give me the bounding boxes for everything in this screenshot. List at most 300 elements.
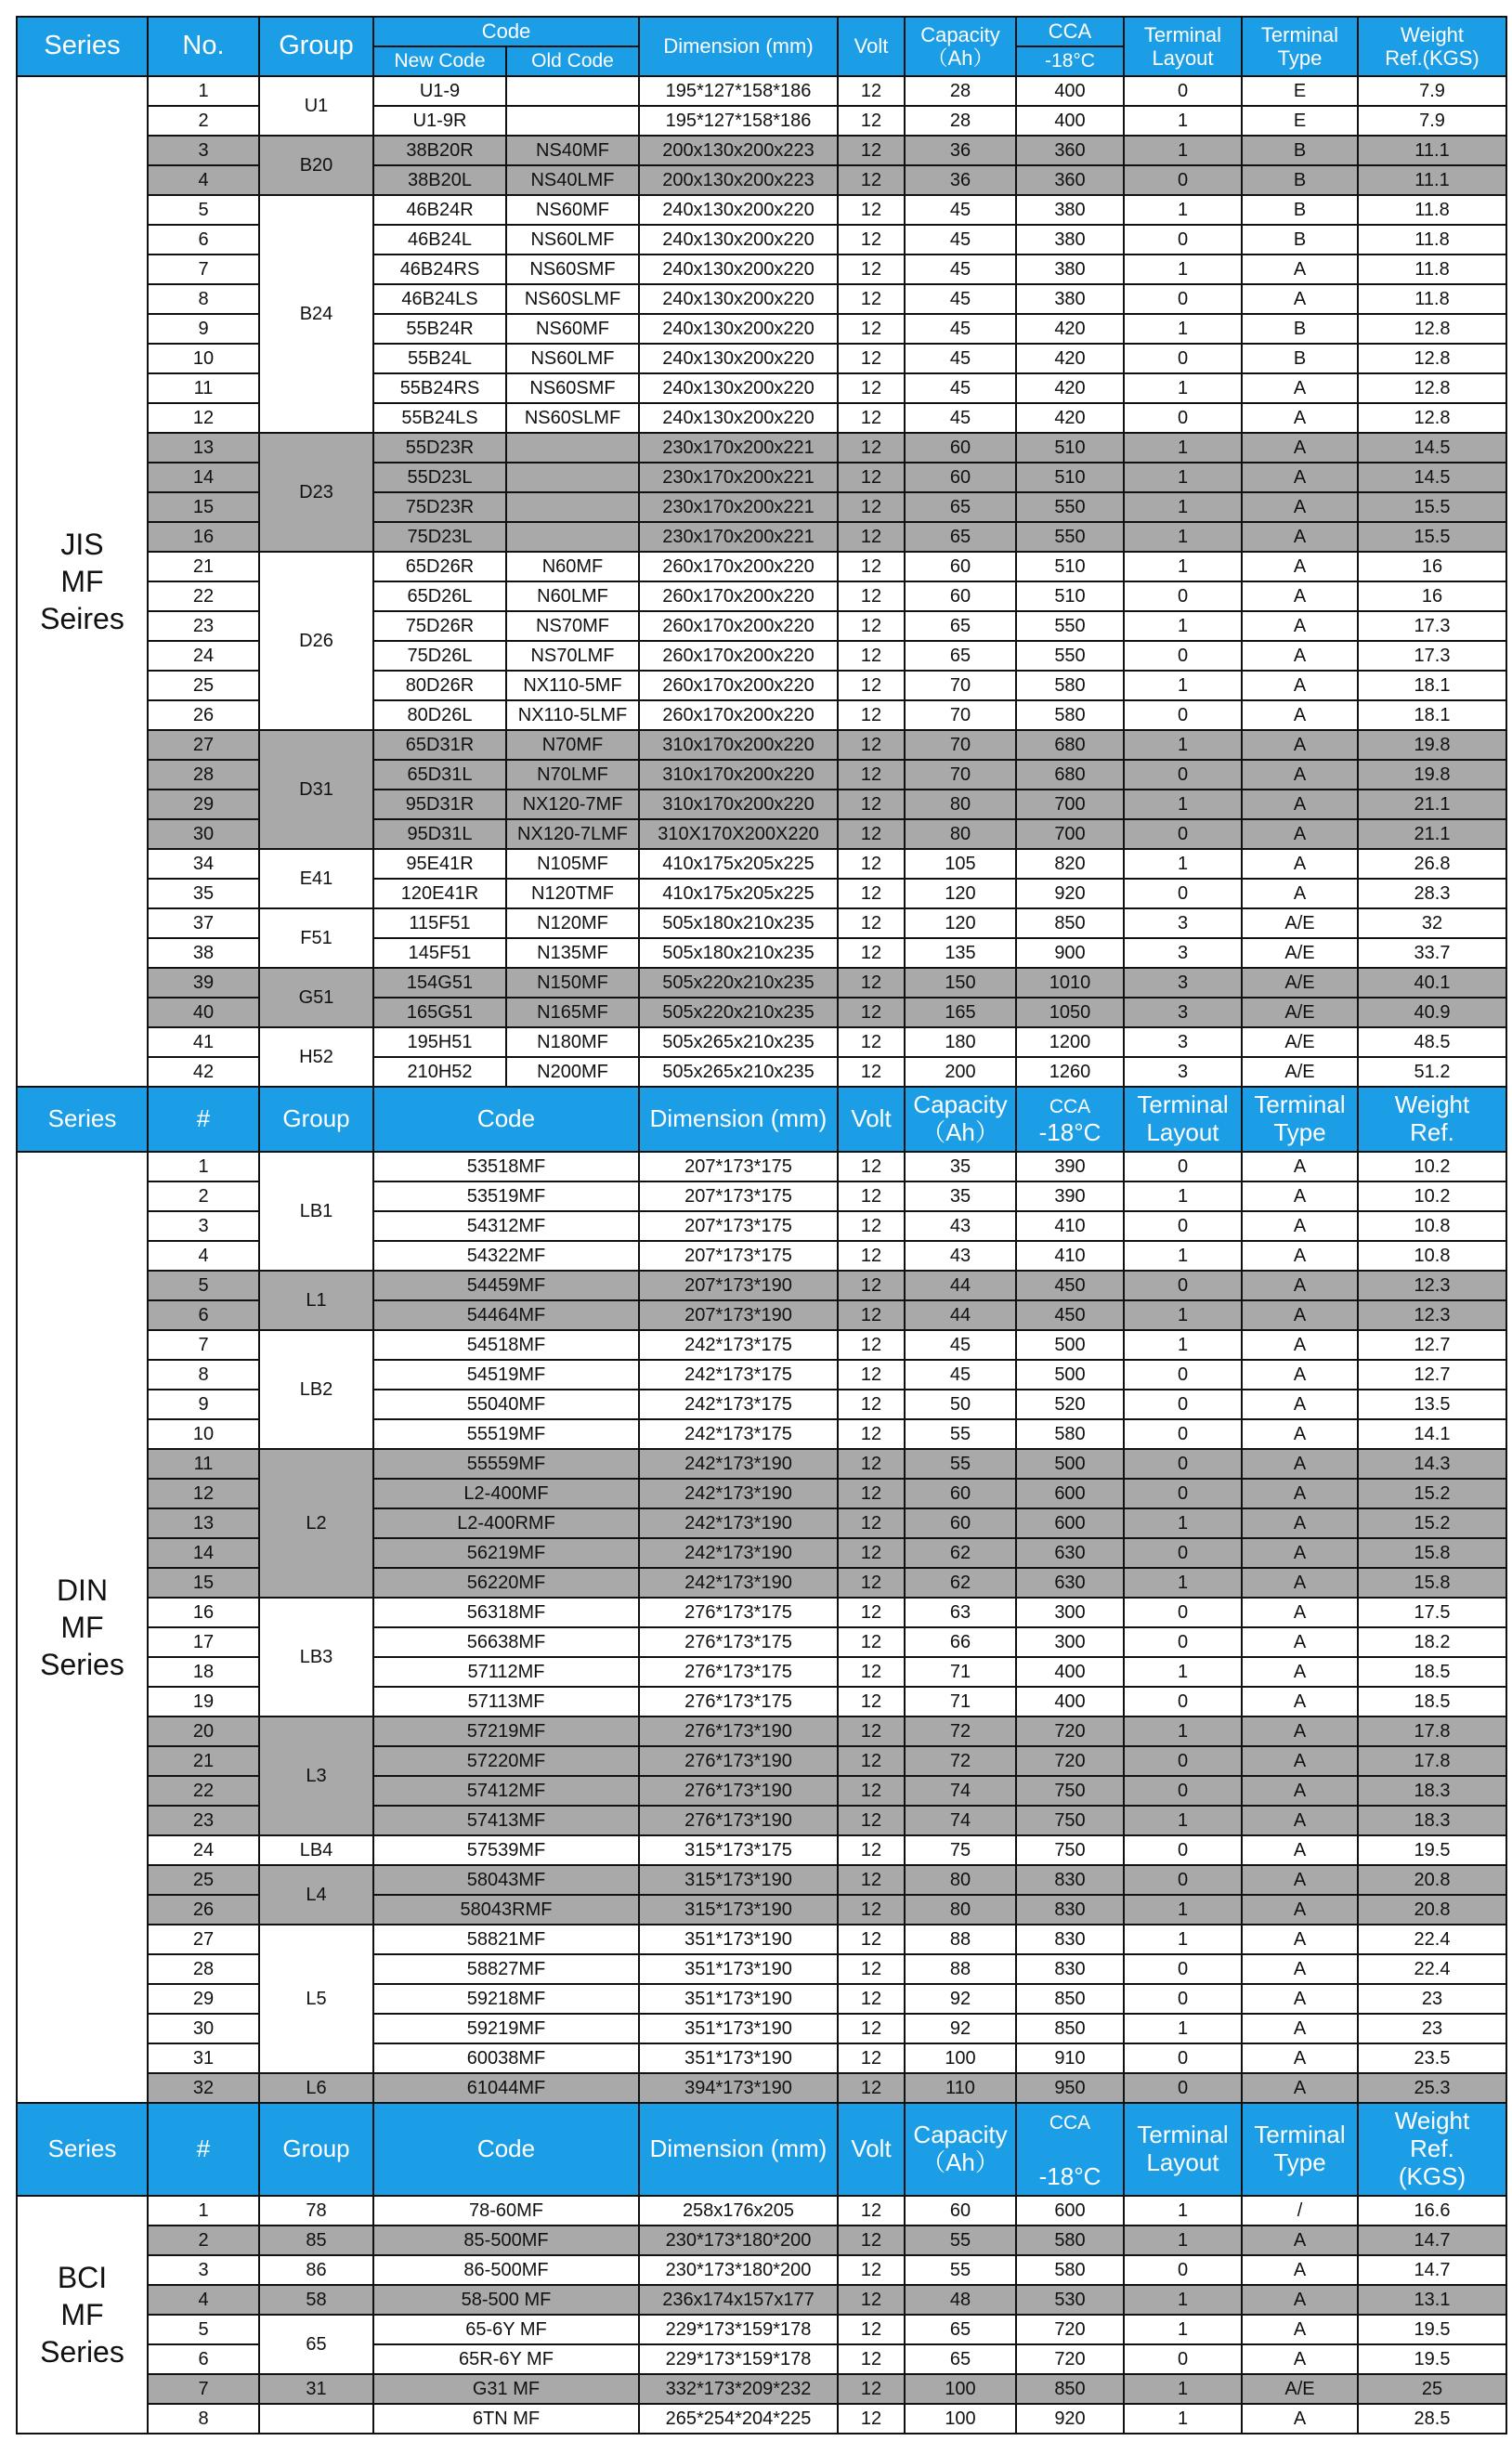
- din-terminal-layout-label-1: Terminal: [1137, 1090, 1229, 1119]
- jis-weight-header: [1358, 17, 1506, 76]
- capacity-cell: 45: [905, 225, 1016, 255]
- capacity-cell: 105: [905, 849, 1016, 879]
- weight-cell: 21.1: [1358, 819, 1506, 849]
- din-dimension-header: Dimension (mm): [639, 1087, 838, 1152]
- dimension-cell: 229*173*159*178: [639, 2344, 838, 2374]
- jis-capacity-header: [905, 17, 1016, 76]
- group-cell: G51: [259, 968, 373, 1027]
- code-cell: 56219MF: [373, 1538, 639, 1568]
- weight-cell: 21.1: [1358, 790, 1506, 819]
- cca-cell: 360: [1016, 136, 1124, 165]
- capacity-cell: 45: [905, 1330, 1016, 1360]
- code-cell: 58043RMF: [373, 1895, 639, 1925]
- capacity-cell: 75: [905, 1835, 1016, 1865]
- dimension-cell: 351*173*190: [639, 2014, 838, 2043]
- code-cell: 65R-6Y MF: [373, 2344, 639, 2374]
- row-number: 3: [148, 1211, 259, 1241]
- jis-volt-header: Volt: [838, 17, 905, 76]
- dimension-cell: 315*173*190: [639, 1895, 838, 1925]
- series-label-line: JIS: [60, 528, 104, 561]
- capacity-cell: 65: [905, 522, 1016, 552]
- volt-cell: 12: [838, 1598, 905, 1627]
- capacity-cell: 100: [905, 2404, 1016, 2434]
- row-number: 20: [148, 1716, 259, 1746]
- cca-cell: 920: [1016, 2404, 1124, 2434]
- weight-cell: 11.8: [1358, 284, 1506, 314]
- table-row: [17, 195, 1506, 225]
- dimension-cell: 242*173*190: [639, 1508, 838, 1538]
- weight-cell: 17.3: [1358, 611, 1506, 641]
- terminal-type-cell: A: [1242, 1806, 1358, 1835]
- bci-terminal-layout-header: [1124, 2103, 1242, 2196]
- cca-cell: 700: [1016, 790, 1124, 819]
- dimension-cell: 394*173*190: [639, 2073, 838, 2103]
- capacity-cell: 62: [905, 1568, 1016, 1598]
- terminal-type-cell: A: [1242, 1716, 1358, 1746]
- terminal-type-cell: A: [1242, 433, 1358, 463]
- row-number: 1: [148, 2196, 259, 2226]
- volt-cell: 12: [838, 938, 905, 968]
- table-row: [17, 1390, 1506, 1419]
- cca-cell: 400: [1016, 1657, 1124, 1687]
- terminal-type-cell: A: [1242, 2344, 1358, 2374]
- volt-cell: 12: [838, 463, 905, 492]
- weight-cell: 19.8: [1358, 730, 1506, 760]
- terminal-type-cell: A: [1242, 790, 1358, 819]
- volt-cell: 12: [838, 1360, 905, 1390]
- weight-cell: 10.2: [1358, 1152, 1506, 1181]
- dimension-cell: 207*173*190: [639, 1271, 838, 1300]
- code-cell: 58-500 MF: [373, 2285, 639, 2315]
- dimension-cell: 505x180x210x235: [639, 908, 838, 938]
- new-code-cell: 38B20L: [373, 165, 506, 195]
- table-row: [17, 2014, 1506, 2043]
- terminal-layout-cell: 1: [1124, 373, 1242, 403]
- code-cell: 53518MF: [373, 1152, 639, 1181]
- volt-cell: 12: [838, 1508, 905, 1538]
- row-number: 28: [148, 760, 259, 790]
- cca-cell: 510: [1016, 581, 1124, 611]
- dimension-cell: 207*173*175: [639, 1211, 838, 1241]
- terminal-layout-cell: 1: [1124, 106, 1242, 136]
- cca-cell: 630: [1016, 1568, 1124, 1598]
- bci-capacity-header: [905, 2103, 1016, 2196]
- capacity-cell: 74: [905, 1806, 1016, 1835]
- weight-cell: 12.3: [1358, 1300, 1506, 1330]
- capacity-cell: 70: [905, 700, 1016, 730]
- capacity-cell: 71: [905, 1657, 1016, 1687]
- row-number: 34: [148, 849, 259, 879]
- terminal-type-cell: A: [1242, 2014, 1358, 2043]
- terminal-layout-cell: 1: [1124, 2374, 1242, 2404]
- volt-cell: 12: [838, 1538, 905, 1568]
- old-code-cell: NS40MF: [506, 136, 639, 165]
- dimension-cell: 230x170x200x221: [639, 492, 838, 522]
- cca-cell: 850: [1016, 908, 1124, 938]
- terminal-type-cell: A: [1242, 700, 1358, 730]
- table-row: [17, 1181, 1506, 1211]
- cca-cell: 380: [1016, 225, 1124, 255]
- dimension-cell: 195*127*158*186: [639, 76, 838, 106]
- volt-cell: 12: [838, 1419, 905, 1449]
- table-row: [17, 611, 1506, 641]
- cca-cell: 850: [1016, 2014, 1124, 2043]
- weight-cell: 33.7: [1358, 938, 1506, 968]
- dimension-cell: 351*173*190: [639, 2043, 838, 2073]
- capacity-cell: 80: [905, 1895, 1016, 1925]
- dimension-cell: 230x170x200x221: [639, 463, 838, 492]
- group-cell: [259, 2404, 373, 2434]
- bci-volt-header: Volt: [838, 2103, 905, 2196]
- weight-cell: 18.3: [1358, 1776, 1506, 1806]
- capacity-cell: 60: [905, 552, 1016, 581]
- weight-cell: 51.2: [1358, 1057, 1506, 1087]
- old-code-cell: N120TMF: [506, 879, 639, 908]
- row-number: 26: [148, 1895, 259, 1925]
- cca-cell: 580: [1016, 2226, 1124, 2255]
- weight-cell: 26.8: [1358, 849, 1506, 879]
- volt-cell: 12: [838, 1211, 905, 1241]
- row-number: 6: [148, 2344, 259, 2374]
- weight-cell: 28.5: [1358, 2404, 1506, 2434]
- terminal-layout-cell: 1: [1124, 730, 1242, 760]
- terminal-layout-cell: 0: [1124, 2344, 1242, 2374]
- table-row: [17, 284, 1506, 314]
- series-label-line: DIN: [56, 1573, 109, 1607]
- volt-cell: 12: [838, 552, 905, 581]
- series-label-line: Seires: [40, 602, 124, 635]
- capacity-cell: 55: [905, 1419, 1016, 1449]
- code-cell: 6TN MF: [373, 2404, 639, 2434]
- terminal-layout-cell: 0: [1124, 2255, 1242, 2285]
- dimension-cell: 332*173*209*232: [639, 2374, 838, 2404]
- terminal-type-cell: A: [1242, 255, 1358, 284]
- table-row: [17, 165, 1506, 195]
- dimension-cell: 351*173*190: [639, 1954, 838, 1984]
- capacity-cell: 150: [905, 968, 1016, 998]
- dimension-cell: 207*173*175: [639, 1181, 838, 1211]
- terminal-type-cell: A: [1242, 1419, 1358, 1449]
- bci-capacity-label: Capacity: [913, 2121, 1008, 2149]
- volt-cell: 12: [838, 284, 905, 314]
- dimension-cell: 410x175x205x225: [639, 879, 838, 908]
- terminal-layout-cell: 1: [1124, 314, 1242, 344]
- bci-section: [17, 2103, 1506, 2434]
- bci-no-header: #: [148, 2103, 259, 2196]
- row-number: 23: [148, 611, 259, 641]
- table-row: [17, 730, 1506, 760]
- old-code-cell: NS60SMF: [506, 255, 639, 284]
- cca-cell: 600: [1016, 1479, 1124, 1508]
- weight-cell: 11.8: [1358, 225, 1506, 255]
- jis-terminal-layout-label-1: Terminal: [1143, 22, 1222, 46]
- weight-cell: 25: [1358, 2374, 1506, 2404]
- dimension-cell: 276*173*175: [639, 1627, 838, 1657]
- dimension-cell: 230x170x200x221: [639, 433, 838, 463]
- terminal-type-cell: A: [1242, 1390, 1358, 1419]
- weight-cell: 15.8: [1358, 1568, 1506, 1598]
- capacity-cell: 60: [905, 1508, 1016, 1538]
- dimension-cell: 505x265x210x235: [639, 1057, 838, 1087]
- weight-cell: 17.8: [1358, 1716, 1506, 1746]
- terminal-layout-cell: 0: [1124, 879, 1242, 908]
- dimension-cell: 242*173*175: [639, 1390, 838, 1419]
- volt-cell: 12: [838, 1300, 905, 1330]
- row-number: 10: [148, 344, 259, 373]
- capacity-cell: 200: [905, 1057, 1016, 1087]
- terminal-type-cell: B: [1242, 314, 1358, 344]
- terminal-layout-cell: 0: [1124, 760, 1242, 790]
- capacity-cell: 88: [905, 1954, 1016, 1984]
- bci-terminal-layout-label-2: Layout: [1146, 2148, 1219, 2176]
- terminal-type-cell: A: [1242, 1954, 1358, 1984]
- weight-cell: 16: [1358, 581, 1506, 611]
- dimension-cell: 351*173*190: [639, 1925, 838, 1954]
- row-number: 12: [148, 403, 259, 433]
- volt-cell: 12: [838, 1181, 905, 1211]
- volt-cell: 12: [838, 1746, 905, 1776]
- table-row: [17, 1152, 1506, 1181]
- dimension-cell: 195*127*158*186: [639, 106, 838, 136]
- old-code-cell: NX120-7MF: [506, 790, 639, 819]
- cca-cell: 850: [1016, 1984, 1124, 2014]
- cca-cell: 410: [1016, 1241, 1124, 1271]
- dimension-cell: 240x130x200x220: [639, 195, 838, 225]
- new-code-cell: 75D23L: [373, 522, 506, 552]
- capacity-cell: 44: [905, 1300, 1016, 1330]
- volt-cell: 12: [838, 522, 905, 552]
- row-number: 42: [148, 1057, 259, 1087]
- code-cell: 56638MF: [373, 1627, 639, 1657]
- din-series-label: [17, 1152, 148, 2103]
- bci-terminal-type-label-2: Type: [1273, 2148, 1326, 2176]
- row-number: 38: [148, 938, 259, 968]
- table-row: [17, 1687, 1506, 1716]
- row-number: 8: [148, 284, 259, 314]
- new-code-cell: 65D31L: [373, 760, 506, 790]
- volt-cell: 12: [838, 1241, 905, 1271]
- volt-cell: 12: [838, 165, 905, 195]
- code-cell: 58821MF: [373, 1925, 639, 1954]
- bci-terminal-type-header: [1242, 2103, 1358, 2196]
- new-code-cell: 55B24RS: [373, 373, 506, 403]
- dimension-cell: 315*173*190: [639, 1865, 838, 1895]
- group-cell: 65: [259, 2315, 373, 2374]
- terminal-layout-cell: 3: [1124, 968, 1242, 998]
- terminal-layout-cell: 1: [1124, 255, 1242, 284]
- terminal-type-cell: A: [1242, 2226, 1358, 2255]
- capacity-cell: 70: [905, 671, 1016, 700]
- table-row: [17, 1271, 1506, 1300]
- terminal-type-cell: A/E: [1242, 2374, 1358, 2404]
- row-number: 12: [148, 1479, 259, 1508]
- dimension-cell: 242*173*175: [639, 1360, 838, 1390]
- capacity-cell: 92: [905, 1984, 1016, 2014]
- terminal-type-cell: A: [1242, 1241, 1358, 1271]
- cca-cell: 360: [1016, 165, 1124, 195]
- dimension-cell: 240x130x200x220: [639, 373, 838, 403]
- terminal-layout-cell: 1: [1124, 790, 1242, 819]
- capacity-cell: 70: [905, 730, 1016, 760]
- terminal-layout-cell: 1: [1124, 611, 1242, 641]
- battery-spec-sheet: [16, 16, 1507, 2434]
- row-number: 5: [148, 195, 259, 225]
- cca-cell: 550: [1016, 641, 1124, 671]
- table-row: [17, 849, 1506, 879]
- table-row: [17, 492, 1506, 522]
- volt-cell: 12: [838, 2315, 905, 2344]
- old-code-cell: [506, 106, 639, 136]
- bci-dimension-header: Dimension (mm): [639, 2103, 838, 2196]
- terminal-type-cell: A: [1242, 879, 1358, 908]
- old-code-cell: [506, 522, 639, 552]
- volt-cell: 12: [838, 849, 905, 879]
- din-terminal-layout-label-2: Layout: [1146, 1118, 1219, 1146]
- capacity-cell: 45: [905, 373, 1016, 403]
- capacity-cell: 28: [905, 106, 1016, 136]
- din-terminal-type-label-1: Terminal: [1254, 1090, 1346, 1119]
- din-volt-header: Volt: [838, 1087, 905, 1152]
- cca-cell: 680: [1016, 730, 1124, 760]
- dimension-cell: 230x170x200x221: [639, 522, 838, 552]
- row-number: 29: [148, 1984, 259, 2014]
- table-row: [17, 1895, 1506, 1925]
- new-code-cell: 55B24R: [373, 314, 506, 344]
- new-code-cell: 65D31R: [373, 730, 506, 760]
- terminal-layout-cell: 1: [1124, 2404, 1242, 2434]
- dimension-cell: 242*173*190: [639, 1538, 838, 1568]
- row-number: 25: [148, 1865, 259, 1895]
- cca-cell: 750: [1016, 1806, 1124, 1835]
- row-number: 4: [148, 2285, 259, 2315]
- terminal-layout-cell: 0: [1124, 2073, 1242, 2103]
- row-number: 17: [148, 1627, 259, 1657]
- code-cell: 57539MF: [373, 1835, 639, 1865]
- row-number: 9: [148, 314, 259, 344]
- row-number: 1: [148, 76, 259, 106]
- capacity-cell: 45: [905, 403, 1016, 433]
- volt-cell: 12: [838, 2255, 905, 2285]
- capacity-cell: 43: [905, 1211, 1016, 1241]
- table-row: [17, 2315, 1506, 2344]
- group-cell: D23: [259, 433, 373, 552]
- weight-cell: 12.8: [1358, 344, 1506, 373]
- new-code-cell: 80D26L: [373, 700, 506, 730]
- bci-terminal-type-label-1: Terminal: [1254, 2121, 1346, 2149]
- cca-cell: 630: [1016, 1538, 1124, 1568]
- din-no-header: #: [148, 1087, 259, 1152]
- code-cell: 54322MF: [373, 1241, 639, 1271]
- terminal-type-cell: A: [1242, 671, 1358, 700]
- dimension-cell: 351*173*190: [639, 1984, 838, 2014]
- row-number: 32: [148, 2073, 259, 2103]
- din-group-header: Group: [259, 1087, 373, 1152]
- volt-cell: 12: [838, 2073, 905, 2103]
- old-code-cell: NX110-5LMF: [506, 700, 639, 730]
- terminal-layout-cell: 1: [1124, 492, 1242, 522]
- table-row: [17, 522, 1506, 552]
- terminal-layout-cell: 1: [1124, 2226, 1242, 2255]
- row-number: 10: [148, 1419, 259, 1449]
- dimension-cell: 240x130x200x220: [639, 403, 838, 433]
- capacity-cell: 65: [905, 641, 1016, 671]
- volt-cell: 12: [838, 1152, 905, 1181]
- old-code-cell: NS70LMF: [506, 641, 639, 671]
- volt-cell: 12: [838, 255, 905, 284]
- terminal-layout-cell: 0: [1124, 641, 1242, 671]
- table-row: [17, 760, 1506, 790]
- code-cell: 57413MF: [373, 1806, 639, 1835]
- terminal-layout-cell: 1: [1124, 1806, 1242, 1835]
- cca-cell: 450: [1016, 1271, 1124, 1300]
- table-row: [17, 2255, 1506, 2285]
- new-code-cell: 154G51: [373, 968, 506, 998]
- group-cell: B20: [259, 136, 373, 195]
- old-code-cell: N200MF: [506, 1057, 639, 1087]
- volt-cell: 12: [838, 314, 905, 344]
- din-terminal-layout-header: [1124, 1087, 1242, 1152]
- terminal-layout-cell: 0: [1124, 2043, 1242, 2073]
- old-code-cell: N60LMF: [506, 581, 639, 611]
- old-code-cell: NX110-5MF: [506, 671, 639, 700]
- terminal-type-cell: A: [1242, 463, 1358, 492]
- table-row: [17, 76, 1506, 106]
- row-number: 25: [148, 671, 259, 700]
- code-cell: 58043MF: [373, 1865, 639, 1895]
- din-weight-label-1: Weight: [1394, 1090, 1470, 1119]
- row-number: 39: [148, 968, 259, 998]
- row-number: 4: [148, 165, 259, 195]
- code-cell: 59219MF: [373, 2014, 639, 2043]
- capacity-cell: 71: [905, 1687, 1016, 1716]
- weight-cell: 11.1: [1358, 165, 1506, 195]
- capacity-cell: 45: [905, 1360, 1016, 1390]
- table-row: [17, 1746, 1506, 1776]
- table-row: [17, 373, 1506, 403]
- table-row: [17, 1211, 1506, 1241]
- weight-cell: 16: [1358, 552, 1506, 581]
- capacity-cell: 88: [905, 1925, 1016, 1954]
- terminal-type-cell: A: [1242, 2315, 1358, 2344]
- din-terminal-type-header: [1242, 1087, 1358, 1152]
- series-label-line: MF: [60, 1611, 104, 1644]
- weight-cell: 7.9: [1358, 106, 1506, 136]
- dimension-cell: 276*173*190: [639, 1806, 838, 1835]
- cca-cell: 380: [1016, 284, 1124, 314]
- code-cell: 85-500MF: [373, 2226, 639, 2255]
- capacity-cell: 60: [905, 1479, 1016, 1508]
- capacity-cell: 36: [905, 136, 1016, 165]
- capacity-cell: 92: [905, 2014, 1016, 2043]
- dimension-cell: 310x170x200x220: [639, 730, 838, 760]
- table-row: [17, 314, 1506, 344]
- group-cell: 31: [259, 2374, 373, 2404]
- row-number: 3: [148, 2255, 259, 2285]
- volt-cell: 12: [838, 1568, 905, 1598]
- table-row: [17, 1360, 1506, 1390]
- weight-cell: 18.3: [1358, 1806, 1506, 1835]
- cca-cell: 580: [1016, 671, 1124, 700]
- terminal-type-cell: A: [1242, 552, 1358, 581]
- table-row: [17, 2226, 1506, 2255]
- code-cell: 65-6Y MF: [373, 2315, 639, 2344]
- row-number: 5: [148, 1271, 259, 1300]
- row-number: 40: [148, 998, 259, 1027]
- volt-cell: 12: [838, 2196, 905, 2226]
- weight-cell: 20.8: [1358, 1865, 1506, 1895]
- code-cell: 86-500MF: [373, 2255, 639, 2285]
- bci-capacity-unit: （Ah）: [921, 2148, 999, 2176]
